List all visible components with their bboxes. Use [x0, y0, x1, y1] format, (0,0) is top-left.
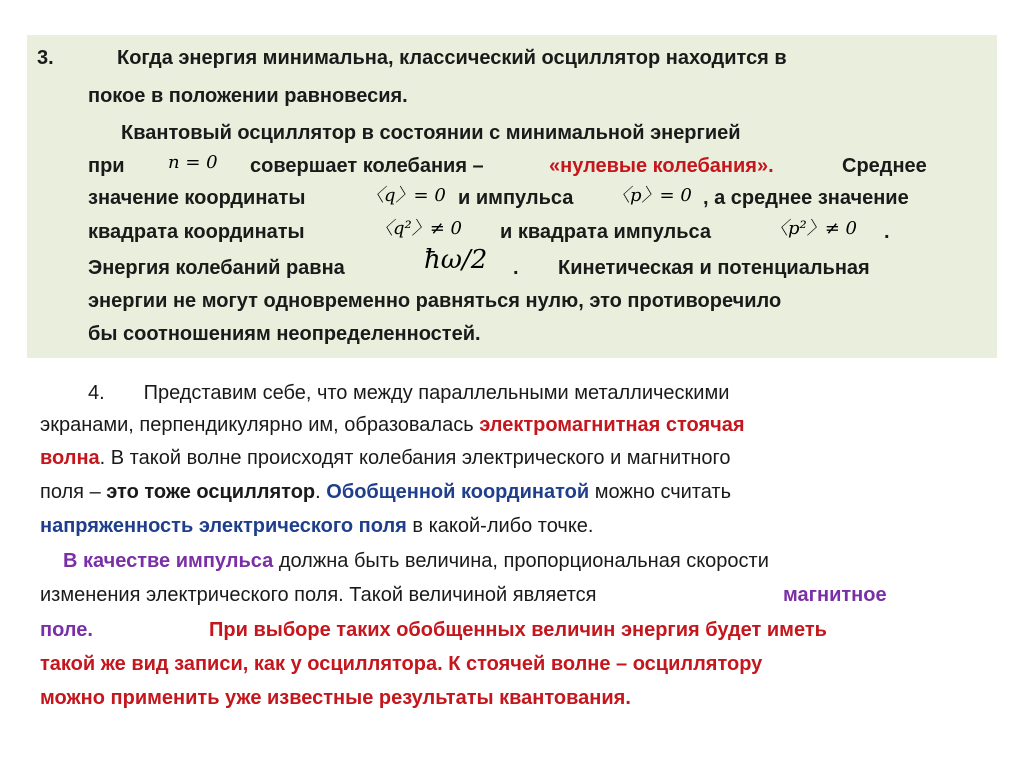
block3-line5-a: значение координаты [88, 187, 306, 209]
block4-line4-c: . [315, 481, 321, 503]
formula-n-zero: n = 0 [168, 152, 218, 173]
block3-line6-c: . [884, 221, 890, 243]
block4-line8-red: При выборе таких обобщенных величин энергия будет иметь [209, 619, 827, 641]
block4-line5 [40, 514, 593, 538]
block4-line6-b: должна быть величина, пропорциональная скорости [278, 550, 769, 572]
block4-line2-a: экранами, перпендикулярно им, образовалась [40, 414, 474, 436]
block3-line6-a: квадрата координаты [88, 221, 305, 243]
formula-p2-mean: 〈p²〉≠ 0 [770, 218, 857, 239]
magnetic-term: магнитное [783, 584, 887, 606]
block3-line4-pri: при [88, 155, 125, 177]
block3-line4-end: Среднее [842, 155, 927, 177]
block3-line5-c: , а среднее значение [703, 187, 909, 209]
wave-term: волна [40, 447, 100, 469]
block3-line6-b: и квадрата импульса [500, 221, 712, 243]
block3-line4-mid: совершает колебания – [250, 155, 484, 177]
field-term: поле. [40, 619, 93, 641]
block3-line1: Когда энергия минимальна, классический осциллятор находится в [117, 47, 787, 69]
block4-line4-d: можно считать [594, 481, 732, 503]
block3-line9: бы соотношениям неопределенностей. [88, 323, 481, 345]
formula-q-mean: 〈q〉= 0 [366, 185, 446, 206]
oscillator-term: это тоже осциллятор [106, 481, 316, 503]
item-number-3: 3. [37, 47, 54, 69]
formula-p-mean: 〈p〉= 0 [612, 185, 692, 206]
block3-line7-c: Кинетическая и потенциальная [558, 257, 870, 279]
block4-line6 [63, 549, 769, 573]
block4-line4 [40, 480, 731, 504]
block4-line3-b: . В такой волне происходят колебания электрического и магнитного [99, 447, 731, 469]
block4-line10: можно применить уже известные результаты квантования. [40, 687, 631, 709]
block4-line9: такой же вид записи, как у осциллятора. К стоячей волне – осциллятору [40, 653, 763, 675]
block4-line2 [40, 413, 745, 437]
block4-line4-a: поля – [40, 481, 101, 503]
em-standing-wave-term: электромагнитная стоячая [479, 414, 745, 436]
block4-line5-b: в какой-либо точке. [412, 515, 594, 537]
block3-line7-b: . [513, 257, 519, 279]
block3-line7-a: Энергия колебаний равна [88, 257, 345, 279]
formula-zero-energy: ħω/2 [424, 245, 488, 275]
block3-line8: энергии не могут одновременно равняться нулю, это противоречило [88, 290, 782, 312]
momentum-term: В качестве импульса [63, 550, 274, 572]
block4-line7-a: изменения электрического поля. Такой величиной является [40, 584, 597, 606]
block3-line5-b: и импульса [458, 187, 574, 209]
block3-line2: покое в положении равновесия. [88, 85, 408, 107]
block3-line3: Квантовый осциллятор в состоянии с минимальной энергией [121, 122, 741, 144]
generalized-coordinate-term: Обобщенной координатой [326, 481, 590, 503]
zero-oscillations-term: «нулевые колебания». [549, 155, 774, 177]
block4-line1: 4. Представим себе, что между параллельными металлическими [88, 382, 730, 404]
block4-line3 [40, 446, 731, 470]
formula-q2-mean: 〈q²〉≠ 0 [375, 218, 462, 239]
field-strength-term: напряженность электрического поля [40, 515, 407, 537]
